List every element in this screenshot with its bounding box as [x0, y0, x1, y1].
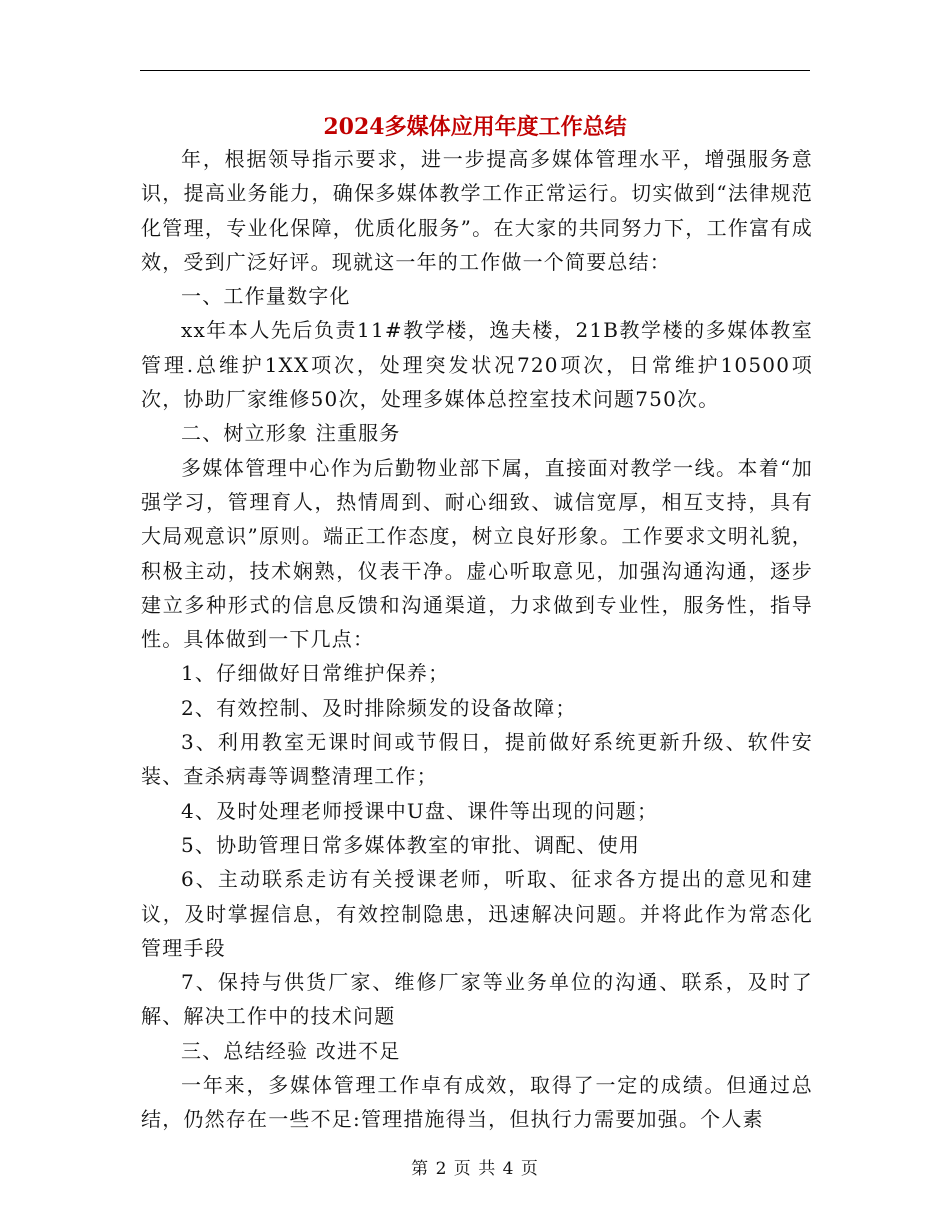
list-item: 4、及时处理老师授课中U盘、课件等出现的问题； [181, 798, 659, 823]
document-title: 2024多媒体应用年度工作总结 [323, 114, 627, 140]
section-heading-3: 三、总结经验 改进不足 [181, 1038, 401, 1063]
list-item: 6、主动联系走访有关授课老师，听取、征求各方提出的意见和建议，及时掌握信息，有效控制隐患，迅速解决问题。并将此作为常态化管理手段 [141, 867, 813, 960]
service-paragraph: 多媒体管理中心作为后勤物业部下属，直接面对教学一线。本着“加强学习，管理育人，热情周到、耐心细致、诚信宽厚，相互支持，具有大局观意识”原则。端正工作态度，树立良好形象。工作要求文明礼貌，积极主动，技术娴熟，仪表干净。虚心听取意见，加强沟通沟通，逐步建立多种形式的信息反馈和沟通渠道，力求做到专业性，服务性，指导性。具体做到一下几点： [141, 455, 813, 652]
list-item: 1、仔细做好日常维护保养； [181, 661, 450, 686]
section-heading-1: 一、工作量数字化 [181, 284, 351, 309]
list-item: 7、保持与供货厂家、维修厂家等业务单位的沟通、联系，及时了解、解决工作中的技术问题 [141, 970, 813, 1029]
document-body [141, 142, 813, 1137]
section-heading-2: 二、树立形象 注重服务 [181, 421, 401, 446]
list-item: 5、协助管理日常多媒体教室的审批、调配、使用 [181, 832, 641, 857]
list-item: 3、利用教室无课时间或节假日，提前做好系统更新升级、软件安装、查杀病毒等调整清理工作； [141, 730, 813, 789]
list-item: 2、有效控制、及时排除频发的设备故障； [181, 695, 577, 720]
summary-paragraph: 一年来，多媒体管理工作卓有成效，取得了一定的成绩。但通过总结，仍然存在一些不足:管理措施得当，但执行力需要加强。个人素 [141, 1073, 813, 1132]
workload-paragraph: xx年本人先后负责11#教学楼，逸夫楼，21B教学楼的多媒体教室管理.总维护1XX项次，处理突发状况720项次，日常维护10500项次，协助厂家维修50次，处理多媒体总控室技术问题750次。 [141, 318, 813, 412]
page-number: 第 2 页 共 4 页 [411, 1159, 539, 1179]
intro-paragraph: 年，根据领导指示要求，进一步提高多媒体管理水平，增强服务意识，提高业务能力，确保多媒体教学工作正常运行。切实做到“法律规范化管理，专业化保障，优质化服务”。在大家的共同努力下，工作富有成效，受到广泛好评。现就这一年的工作做一个简要总结： [141, 147, 813, 274]
header-rule [140, 70, 810, 71]
